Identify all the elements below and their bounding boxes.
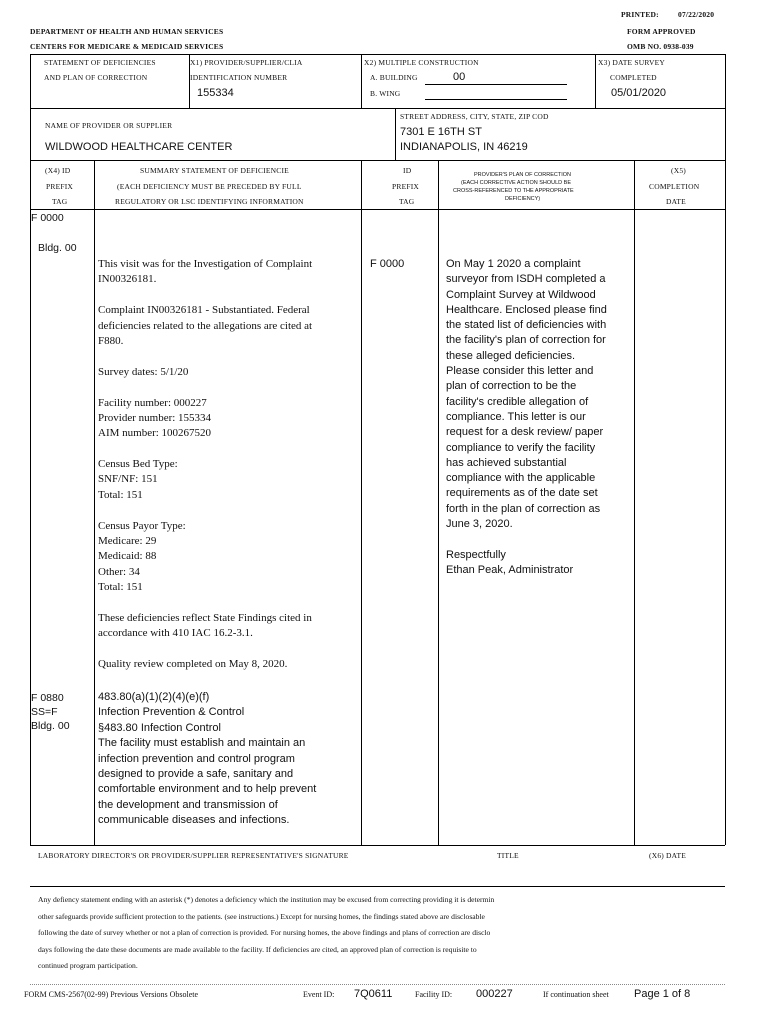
f0880-line: Infection Prevention & Control [98,706,245,719]
title-label: TITLE [497,851,519,860]
poc-header-line2: (EACH CORRECTIVE ACTION SHOULD BE [461,180,572,186]
plan-line: the stated list of deficiencies with [446,319,607,332]
summary-line: Census Payor Type: [98,519,186,532]
summary-line: Total: 151 [98,488,143,501]
plan-of-correction-text [446,257,607,578]
summary-header-line1: SUMMARY STATEMENT OF DEFICIENCIE [140,166,289,175]
statement-label-line2: AND PLAN OF CORRECTION [44,73,148,82]
plan-line: Complaint Survey at Wildwood [446,288,596,301]
summary-line [98,596,312,611]
summary-line: accordance with 410 IAC 16.2-3.1. [98,627,253,640]
poc-header-line1: PROVIDER'S PLAN OF CORRECTION [474,172,572,178]
bldg-label: Bldg. 00 [38,242,77,254]
summary-text [98,257,312,673]
summary-line: Survey dates: 5/1/20 [98,365,189,378]
address-line2: INDIANAPOLIS, IN 46219 [400,141,528,153]
event-id-value: 7Q0611 [354,988,393,1000]
plan-line: Ethan Peak, Administrator [446,563,574,576]
x4-header-line1: (X4) ID [45,166,71,175]
x3-label-line2: COMPLETED [610,73,657,82]
wing-label: B. WING [370,89,401,98]
f0880-tag-line: F 0880 [31,692,64,704]
f0880-text [98,690,316,829]
plan-line: On May 1 2020 a complaint [446,258,581,270]
x5-header-line2: COMPLETION [649,182,700,191]
summary-header-line2: (EACH DEFICIENCY MUST BE PRECEDED BY FULL [117,182,302,191]
plan-line: has achieved substantial [446,456,567,469]
disclaimer-line: other safeguards provide sufficient protection to the patients. (see instructions.) Except for nursing homes, the findings stated above are disclosable [38,911,485,921]
plan-line: compliance to verify the facility [446,441,596,454]
f0880-line: 483.80(a)(1)(2)(4)(e)(f) [98,691,210,703]
summary-line: Other: 34 [98,565,140,578]
f0880-tag-line: SS=F [31,706,58,718]
f0880-tag-block [31,691,70,733]
event-id-label: Event ID: [303,990,335,999]
omb-number: OMB NO. 0938-039 [627,42,694,51]
plan-line: request for a desk review/ paper [446,426,604,439]
summary-line [98,380,312,395]
plan-line: facility's credible allegation of [446,395,589,408]
facility-id-value: 000227 [476,988,513,1000]
summary-line: Quality review completed on May 8, 2020. [98,658,288,671]
id-header-line2: PREFIX [392,182,420,191]
f0880-line: communicable diseases and infections. [98,814,290,827]
x1-label-line1: X1) PROVIDER/SUPPLIER/CLIA [190,58,303,67]
disclaimer-line: Any defiency statement ending with an asterisk (*) denotes a deficiency which the institution may be excused from correcting providing it is determin [38,895,495,904]
poc-header-line4: DEFICIENCY) [505,196,541,202]
f0880-line: infection prevention and control program [98,752,295,765]
summary-line: This visit was for the Investigation of Complaint [98,258,313,270]
form-number: FORM CMS-2567(02-99) Previous Versions Obsolete [24,990,199,999]
summary-line: SNF/NF: 151 [98,473,158,486]
poc-header-line3: CROSS-REFERENCED TO THE APPROPRIATE [453,188,574,194]
summary-line [98,503,312,518]
id-header-line1: ID [403,166,412,175]
address-label: STREET ADDRESS, CITY, STATE, ZIP COD [400,112,549,121]
printed-label: PRINTED: [621,10,659,19]
page-number: Page 1 of 8 [634,988,691,1000]
plan-line: Healthcare. Enclosed please find [446,303,607,316]
provider-name-label: NAME OF PROVIDER OR SUPPLIER [45,121,173,130]
plan-line: compliance. This letter is our [446,410,586,423]
x4-header-line2: PREFIX [46,182,74,191]
provider-id-value: 155334 [197,87,234,99]
summary-line: deficiencies related to the allegations are cited at [98,319,313,332]
plan-line: Respectfully [446,548,506,561]
x5-header-line1: (X5) [671,166,686,175]
plan-line: requirements as of the date set [446,487,598,500]
x4-header-line3: TAG [52,197,68,206]
disclaimer-line: days following the date these documents are made available to the facility. If deficiencies are cited, an approved plan of correction is requisite to [38,944,477,954]
plan-line: forth in the plan of correction as [446,502,601,515]
plan-line: June 3, 2020. [446,518,513,531]
plan-line: plan of correction to be the [446,380,577,393]
summary-line [98,442,312,457]
summary-line: IN00326181. [98,273,157,286]
x6-date-label: (X6) DATE [649,851,687,860]
provider-name: WILDWOOD HEALTHCARE CENTER [45,141,233,153]
department-title: DEPARTMENT OF HEALTH AND HUMAN SERVICES [30,27,224,36]
f0880-line: §483.80 Infection Control [98,721,221,734]
disclaimer-line: continued program participation. [38,961,138,970]
survey-date-value: 05/01/2020 [611,87,667,99]
plan-line: compliance with the applicable [446,472,596,485]
disclaimer-text [38,892,494,975]
plan-line: surveyor from ISDH completed a [446,273,606,286]
summary-line [98,642,312,657]
summary-line: These deficiencies reflect State Findings cited in [98,611,312,624]
summary-line: Census Bed Type: [98,458,178,471]
f0880-line: comfortable environment and to help prevent [98,783,317,796]
printed-date: 07/22/2020 [678,10,715,19]
x5-header-line3: DATE [666,197,686,206]
summary-line [98,349,312,364]
continuation-label: If continuation sheet [543,990,609,999]
summary-line: Medicare: 29 [98,535,157,548]
tag-f0000: F 0000 [31,212,64,224]
id-tag-f0000: F 0000 [370,258,405,270]
summary-line: Complaint IN00326181 - Substantiated. Federal [98,304,310,317]
summary-line: F880. [98,334,124,347]
plan-line: the facility's plan of correction for [446,334,606,347]
summary-header-line3: REGULATORY OR LSC IDENTIFYING INFORMATION [115,197,304,206]
summary-line: Provider number: 155334 [98,411,212,424]
building-label: A. BUILDING [370,73,418,82]
disclaimer-line: following the date of survey whether or not a plan of correction is provided. For nursing homes, the above findings and plans of correction are disclo [38,928,491,937]
x2-label: X2) MULTIPLE CONSTRUCTION [364,58,479,67]
signature-label: LABORATORY DIRECTOR'S OR PROVIDER/SUPPLIER REPRESENTATIVE'S SIGNATURE [38,851,349,860]
summary-line: Facility number: 000227 [98,396,207,409]
summary-line: AIM number: 100267520 [98,427,212,440]
plan-line: Please consider this letter and [446,365,594,378]
address-line1: 7301 E 16TH ST [400,126,482,138]
x1-label-line2: IDENTIFICATION NUMBER [190,73,288,82]
cms-title: CENTERS FOR MEDICARE & MEDICAID SERVICES [30,42,224,51]
statement-label-line1: STATEMENT OF DEFICIENCIES [44,58,156,67]
building-value: 00 [453,71,466,83]
id-header-line3: TAG [399,197,415,206]
f0880-line: The facility must establish and maintain an [98,737,306,750]
f0880-line: designed to provide a safe, sanitary and [98,767,294,780]
facility-id-label: Facility ID: [415,990,453,999]
f0880-tag-line: Bldg. 00 [31,720,70,732]
form-approved: FORM APPROVED [627,27,696,36]
plan-line: these alleged deficiencies. [446,349,576,362]
plan-line [446,532,607,547]
summary-line: Medicaid: 88 [98,550,157,563]
x3-label-line1: X3) DATE SURVEY [598,58,665,67]
summary-line [98,288,312,303]
summary-line: Total: 151 [98,581,143,594]
f0880-line: the development and transmission of [98,798,278,811]
